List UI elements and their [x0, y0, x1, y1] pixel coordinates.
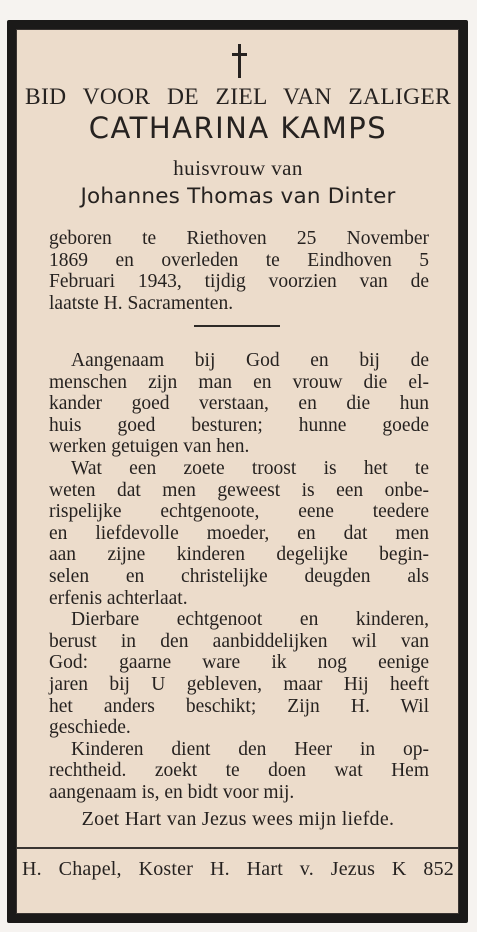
text-line: aangenaam is, en bidt voor mij. — [49, 781, 295, 803]
biography-line: geboren te Riethoven 25 November — [49, 228, 429, 249]
text-line: jaren bij U gebleven, maar Hij heeft — [49, 673, 429, 695]
spouse-name: Johannes Thomas van Dinter — [80, 184, 396, 209]
text-line: weten dat men geweest is een onbe- — [49, 479, 429, 501]
text-line: God: gaarne ware ik nog eenige — [49, 652, 429, 674]
text-line: rechtheid. zoekt te doen wat Hem — [49, 760, 429, 782]
header-line: BID VOOR DE ZIEL VAN ZALIGER — [25, 84, 451, 110]
prayer-text-block — [49, 350, 429, 803]
deceased-name: CATHARINA KAMPS — [88, 111, 388, 145]
text-line: het anders beschikt; Zijn H. Wil — [49, 695, 429, 717]
text-line: rispelijke echtgenoote, eene teedere — [49, 501, 429, 523]
text-line: erfenis achterlaat. — [49, 587, 188, 609]
biography-block — [49, 228, 429, 314]
biography-line: 1869 en overleden te Eindhoven 5 — [49, 249, 429, 271]
relation-text: huisvrouw van — [173, 156, 303, 180]
text-line: geschiede. — [49, 717, 131, 739]
text-line: berust in den aanbiddelijken wil van — [49, 630, 429, 652]
text-line: werken getuigen van hen. — [49, 436, 250, 458]
footer-rule — [17, 847, 458, 849]
text-line: selen en christelijke deugden als — [49, 565, 429, 587]
closing-prayer: Zoet Hart van Jezus wees mijn liefde. — [81, 808, 395, 830]
text-line: huis goed besturen; hunne goede — [49, 414, 429, 436]
text-line: Wat een zoete troost is het te — [71, 457, 429, 479]
text-line: Aangenaam bij God en bij de — [71, 350, 429, 371]
text-line: kander goed verstaan, en die hun — [49, 393, 429, 415]
text-line: Dierbare echtgenoot en kinderen, — [71, 609, 429, 631]
text-line: aan zijne kinderen degelijke begin- — [49, 544, 429, 566]
printer-imprint: H. Chapel, Koster H. Hart v. Jezus K 852 — [22, 858, 454, 880]
biography-line: laatste H. Sacramenten. — [49, 292, 234, 314]
text-line: en liefdevolle moeder, en dat men — [49, 522, 429, 544]
biography-line: Februari 1943, tijdig voorzien van de — [49, 271, 429, 293]
cross-icon — [230, 44, 250, 80]
text-line: Kinderen dient den Heer in op- — [71, 738, 429, 760]
text-line: menschen zijn man en vrouw die el- — [49, 371, 429, 393]
divider — [194, 325, 280, 327]
